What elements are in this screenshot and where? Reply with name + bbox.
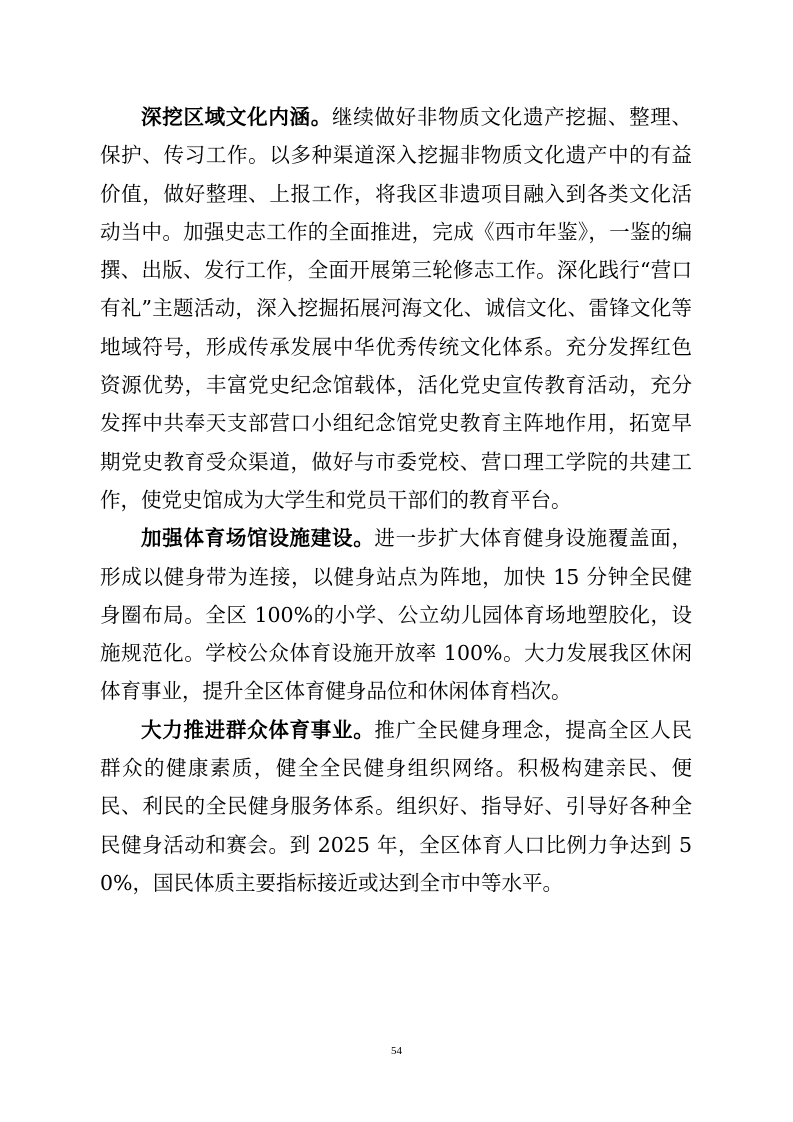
paragraph-mass-sports bbox=[100, 711, 692, 902]
paragraph-heading: 大力推进群众体育事业。 bbox=[141, 717, 375, 742]
document-body bbox=[100, 98, 692, 902]
paragraph-heading: 加强体育场馆设施建设。 bbox=[141, 526, 375, 551]
paragraph-text: 进一步扩大体育健身设施覆盖面，形成以健身带为连接，以健身站点为阵地，加快 15 分钟全民健身圈布局。全区 100%的小学、公立幼儿园体育场地塑胶化，设施规范化。学校公众体育设施开放率 100%。大力发展我区休闲体育事业，提升全区体育健身品位和休闲体育档次。 bbox=[100, 526, 693, 704]
paragraph-text: 推广全民健身理念，提高全区人民群众的健康素质，健全全民健身组织网络。积极构建亲民、便民、利民的全民健身服务体系。组织好、指导好、引导好各种全民健身活动和赛会。到 2025 年，全区体育人口比例力争达到 50%，国民体质主要指标接近或达到全市中等水平。 bbox=[100, 717, 693, 895]
page-number: 54 bbox=[391, 1045, 402, 1057]
paragraph-regional-culture bbox=[100, 98, 692, 519]
paragraph-text: 继续做好非物质文化遗产挖掘、整理、保护、传习工作。以多种渠道深入挖掘非物质文化遗产中的有益价值，做好整理、上报工作，将我区非遗项目融入到各类文化活动当中。加强史志工作的全面推进，完成《西市年鉴》，一鉴的编撰、出版、发行工作，全面开展第三轮修志工作。深化践行“营口有礼”主题活动，深入挖掘拓展河海文化、诚信文化、雷锋文化等地域符号，形成传承发展中华优秀传统文化体系。充分发挥红色资源优势，丰富党史纪念馆载体，活化党史宣传教育活动，充分发挥中共奉天支部营口小组纪念馆党史教育主阵地作用，拓宽早期党史教育受众渠道，做好与市委党校、营口理工学院的共建工作，使党史馆成为大学生和党员干部们的教育平台。 bbox=[100, 105, 693, 512]
paragraph-sports-facilities bbox=[100, 519, 692, 710]
paragraph-heading: 深挖区域文化内涵。 bbox=[141, 105, 332, 129]
